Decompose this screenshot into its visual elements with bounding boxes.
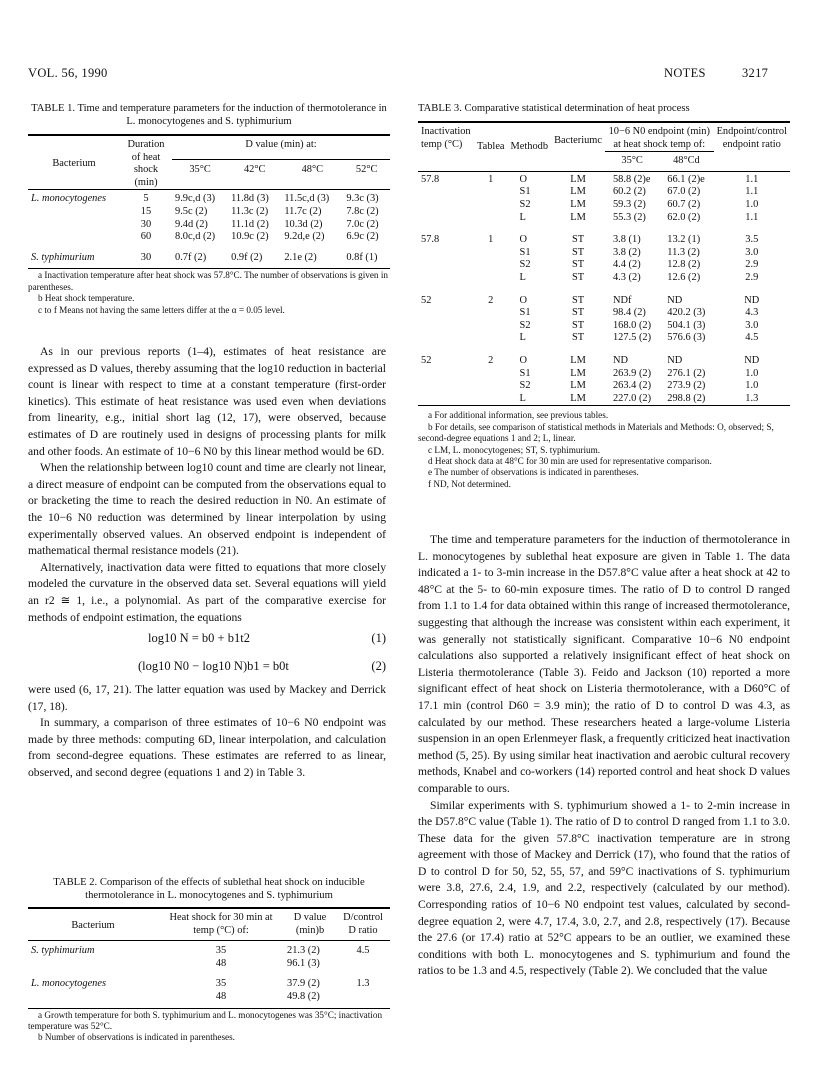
t3-endpoint-48: ND [667, 354, 683, 366]
t3-bacterium: ST [571, 307, 585, 319]
t1-temp-35: 35°C [189, 164, 211, 176]
t3-endpoint-35: 59.3 (2) [612, 198, 646, 210]
t3-bacterium: ST [571, 259, 585, 271]
table2-caption: TABLE 2. Comparison of the effects of sublethal heat shock on inducible thermotolerance in L. monocytogenes and S. typhimurium [53, 877, 365, 901]
t3-endpoint-48: 504.1 (3) [667, 319, 706, 331]
t3-method: S2 [519, 380, 531, 392]
t2-dvalue: 37.9 (2) [287, 978, 320, 990]
t3-endpoint-35: 4.3 (2) [612, 271, 641, 283]
equation-2-body: (log10 N0 − log10 N)b1 = b0t [138, 659, 289, 674]
t1-cell: 2.1e (2) [284, 251, 317, 263]
t1-dur: 5 [143, 193, 149, 205]
t3-col-inact: Inactivation temp (°C) [421, 126, 471, 150]
t3-footnote: a For additional information, see previous tables. [428, 410, 609, 421]
t3-inact-temp: 52 [421, 294, 432, 306]
t3-ratio: 3.0 [745, 319, 759, 331]
t3-table-ref [474, 199, 508, 212]
t1-dur: 30 [140, 218, 152, 230]
t3-inact-temp [418, 272, 474, 285]
t3-table-ref [474, 320, 508, 333]
t3-endpoint-48: 60.7 (2) [667, 198, 701, 210]
t1-cell: 11.5c,d (3) [284, 193, 330, 205]
t3-endpoint-48: 12.8 (2) [667, 259, 701, 271]
t3-col-ratio: Endpoint/control endpoint ratio [716, 126, 787, 150]
t2-col-d: D value (min)b [293, 912, 327, 936]
right-body-text [418, 532, 790, 980]
t3-method: S1 [519, 307, 531, 319]
t3-col-bact: Bacteriumc [554, 135, 602, 146]
t3-ratio: 3.0 [745, 246, 759, 258]
t3-endpoint-48: 11.3 (2) [667, 246, 700, 258]
t1-cell: 9.4d (2) [175, 218, 208, 230]
t3-table-ref [474, 307, 508, 320]
paragraph: Similar experiments with S. typhimurium showed a 1- to 2-min increase in the D57.8°C value (Table 1). The ratio of D to control D ranged from 1.1 to 3.0. These data for the given 57.8°C inactivation temperature are in strong agreement with those of Mackey and Derrick (17), who found that the ratios of D to control D for 50, 52, 55, 57, and 59°C inactivations of S. typhimurium were 3.8, 27.6, 2.4, 1.9, and 2.2, respectively (calculated by our method). Corresponding ratios of 10−6 N0 endpoint test values, calculated by second-degree equation 2, were 4.7, 17.4, 3.0, 2.7, and 2.8, respectively (17). Because the 27.6 (or 17.4) ratio at 52°C appears to be an outlier, we examined these conditions with both L. monocytogenes and S. typhimurium and found the ratios to be 1.3 and 4.5, respectively (Table 2). We concluded that the value [418, 798, 790, 978]
t3-endpoint-48: 67.0 (2) [667, 186, 701, 198]
t3-inact-temp [418, 320, 474, 333]
t3-endpoint-48: 273.9 (2) [667, 380, 706, 392]
t3-ratio: 1.0 [745, 380, 759, 392]
t3-ratio: 3.5 [745, 234, 759, 246]
t3-bacterium: ST [571, 332, 585, 344]
t1-footnotes [28, 270, 390, 316]
t1-cell: 0.8f (1) [346, 251, 378, 263]
table1-grid [28, 134, 390, 269]
t3-footnote: d Heat shock data at 48°C for 30 min are used for representative comparison. [428, 455, 712, 466]
t3-ratio: 2.9 [745, 271, 759, 283]
t3-table-ref [474, 332, 508, 345]
t3-bacterium: LM [570, 186, 586, 198]
t3-endpoint-48: 576.6 (3) [667, 332, 706, 344]
t3-bacterium: ST [571, 271, 585, 283]
t3-endpoint-35: 60.2 (2) [612, 186, 646, 198]
t3-ratio: ND [744, 354, 760, 366]
t1-dur: 30 [140, 251, 152, 263]
t2-temp: 35 [215, 978, 227, 990]
t1-temp-42: 42°C [243, 164, 266, 176]
t3-bacterium: LM [570, 392, 586, 404]
t3-inact-temp: 52 [421, 354, 432, 366]
t2-bact: S. typhimurium [31, 945, 95, 957]
t1-cell: 0.7f (2) [175, 251, 207, 263]
t2-footnote: b Number of observations is indicated in parentheses. [38, 1032, 235, 1043]
t2-ratio: 1.3 [356, 978, 370, 990]
t3-ratio: 1.1 [745, 186, 759, 198]
t3-table-ref [474, 368, 508, 381]
paragraph: were used (6, 17, 21). The latter equation was used by Mackey and Derrick (17, 18). [28, 683, 386, 713]
t1-cell: 7.0c (2) [346, 218, 379, 230]
t1-cell: 11.3c (2) [231, 205, 269, 217]
t3-bacterium: LM [570, 367, 586, 379]
t3-method: L [519, 392, 526, 404]
t1-col-bacterium: Bacterium [52, 157, 96, 169]
t3-endpoint-48: 298.8 (2) [667, 392, 706, 404]
t3-bacterium: LM [570, 173, 586, 185]
t1-cell: 11.8d (3) [231, 193, 269, 205]
table3-caption: TABLE 3. Comparative statistical determination of heat process [418, 103, 690, 114]
t3-table-ref [474, 393, 508, 406]
t3-endpoint-35: 55.3 (2) [612, 211, 646, 223]
table2 [28, 876, 390, 1044]
t3-inact-temp [418, 186, 474, 199]
t3-endpoint-48: 62.0 (2) [667, 211, 701, 223]
t3-method: S1 [519, 186, 531, 198]
t3-footnote: f ND, Not determined. [428, 478, 511, 489]
t3-inact-temp [418, 380, 474, 393]
table1-caption: TABLE 1. Time and temperature parameters for the induction of thermotolerance in L. monocytogenes and S. typhimurium [31, 103, 387, 127]
t1-bact-st: S. typhimurium [31, 251, 95, 263]
t3-method: S2 [519, 319, 531, 331]
t3-col-48: 48°Cd [673, 155, 700, 167]
t3-method: L [519, 271, 526, 283]
t3-method: S1 [519, 367, 531, 379]
t3-inact-temp [418, 307, 474, 320]
t3-bacterium: ST [571, 234, 585, 246]
t1-dur: 15 [140, 205, 152, 217]
paragraph: In summary, a comparison of three estimates of 10−6 N0 endpoint was made by three methods: computing 6D, linear interpolation, and calculation from second-degree equations. These estimates are referred to as linear, observed, and second degree (equations 1 and 2) in Table 3. [28, 716, 386, 780]
t3-endpoint-35: 127.5 (2) [612, 332, 652, 344]
t2-ratio: 4.5 [356, 945, 370, 957]
t3-method: O [519, 294, 528, 306]
t3-ratio: 1.0 [745, 367, 759, 379]
t3-table-ref [474, 186, 508, 199]
t3-bacterium: ST [571, 246, 585, 258]
t1-cell: 11.1d (2) [231, 218, 269, 230]
t1-cell: 0.9f (2) [231, 251, 263, 263]
t3-endpoint-35: 58.8 (2)e [612, 173, 651, 185]
t3-endpoint-35: 263.4 (2) [612, 380, 652, 392]
table1 [28, 102, 390, 316]
t3-endpoint-35: 263.9 (2) [612, 367, 652, 379]
t2-col-shock: Heat shock for 30 min at temp (°C) of: [169, 912, 273, 936]
t2-dvalue: 96.1 (3) [287, 957, 320, 969]
equation-1 [28, 626, 386, 654]
t3-method: O [519, 234, 528, 246]
t3-bacterium: LM [570, 354, 586, 366]
t3-method: O [519, 173, 528, 185]
t3-ratio: 1.1 [745, 211, 759, 223]
t3-inact-temp [418, 332, 474, 345]
t2-temp: 48 [215, 990, 227, 1002]
t1-temp-48: 48°C [301, 164, 324, 176]
t2-bact: L. monocytogenes [31, 978, 107, 990]
t3-footnote: b For details, see comparison of statistical methods in Materials and Methods: O, observed; S, second-degree equations 1 and 2; L, linear. [418, 421, 774, 444]
t3-table-ref [474, 380, 508, 393]
t3-table-ref [474, 212, 508, 225]
t3-endpoint-35: 227.0 (2) [612, 392, 652, 404]
equation-1-number: (1) [371, 631, 386, 646]
t3-table-ref [474, 272, 508, 285]
paragraph: As in our previous reports (1–4), estimates of heat resistance are expressed as D values, thereby assuming that the log10 reduction in bacterial count is linear with respect to time at a constant temperature (first-order kinetics). This estimate of heat resistance was used even when deviations from linearity, e.g., initial short lag (12, 17), were observed, because estimates of D are routinely used in designs of processing plants for milk and other foods. An estimate of 10−6 N0 by this linear method would be 6D. [28, 345, 386, 458]
t3-endpoint-35: NDf [612, 294, 632, 306]
running-head: NOTES [664, 66, 706, 80]
t3-method: O [519, 354, 528, 366]
t3-endpoint-48: 420.2 (3) [667, 307, 706, 319]
t3-table-ref: 1 [488, 234, 494, 246]
t3-inact-temp [418, 393, 474, 406]
t3-method: S1 [519, 246, 531, 258]
equation-2-number: (2) [371, 659, 386, 674]
t3-table-ref [474, 247, 508, 260]
paragraph: Alternatively, inactivation data were fitted to equations that more closely modeled the curvature in the observed data set. Several equations will yield an r2 ≅ 1, i.e., a polynomial. As part of the comparative exercise for methods of endpoint estimation, the equations [28, 560, 386, 624]
t3-table-ref: 2 [488, 354, 494, 366]
t3-endpoint-35: ND [612, 354, 628, 366]
paragraph: When the relationship between log10 count and time are clearly not linear, a direct measure of endpoint can be computed from the observations equal to or bracketing the time to reach the desired reduction in N0. An estimate of the 10−6 N0 reduction was determined by linear interpolation by using experimentally observed values. An observed endpoint is independent of mathematical thermal resistance models (21). [28, 461, 386, 558]
t1-bact-lm: L. monocytogenes [31, 193, 107, 205]
t3-inact-temp [418, 247, 474, 260]
t1-footnote: c to f Means not having the same letters differ at the α = 0.05 level. [38, 304, 285, 315]
t1-col-dvalue: D value (min) at: [172, 135, 390, 160]
t3-inact-temp [418, 212, 474, 225]
t1-footnote: b Heat shock temperature. [38, 293, 135, 304]
t1-cell: 10.9c (2) [231, 231, 269, 243]
t3-table-ref: 1 [488, 173, 494, 185]
t1-cell: 10.3d (2) [284, 218, 323, 230]
t3-endpoint-35: 98.4 (2) [612, 307, 646, 319]
t1-cell: 9.3c (3) [346, 193, 379, 205]
t3-col-35: 35°C [621, 155, 643, 167]
t2-footnotes [28, 1010, 390, 1044]
t3-endpoint-48: 66.1 (2)e [667, 173, 705, 185]
table3 [418, 102, 790, 490]
t3-endpoint-35: 168.0 (2) [612, 319, 652, 331]
t1-footnote: a Inactivation temperature after heat shock was 57.8°C. The number of observations is given in parentheses. [28, 270, 388, 292]
t3-method: S2 [519, 259, 531, 271]
t3-inact-temp [418, 259, 474, 272]
t3-bacterium: ST [571, 294, 585, 306]
t3-endpoint-35: 3.8 (2) [612, 246, 641, 258]
t3-method: L [519, 211, 526, 223]
t2-temp: 35 [215, 945, 227, 957]
t1-col-duration: Duration of heat shock (min) [127, 139, 165, 188]
t3-bacterium: LM [570, 380, 586, 392]
t2-dvalue: 21.3 (2) [287, 945, 320, 957]
t3-ratio: 4.5 [745, 332, 759, 344]
t3-bacterium: LM [570, 211, 586, 223]
t3-inact-temp [418, 368, 474, 381]
t3-footnote: e The number of observations is indicated in parentheses. [428, 467, 639, 478]
t1-cell: 6.9c (2) [346, 231, 379, 243]
t3-inact-temp: 57.8 [421, 173, 440, 185]
t1-cell: 9.2d,e (2) [284, 231, 325, 243]
t2-dvalue: 49.8 (2) [287, 990, 320, 1002]
t3-inact-temp [418, 199, 474, 212]
journal-volume: VOL. 56, 1990 [28, 66, 108, 80]
t2-col-ratio: D/control D ratio [343, 912, 383, 936]
page-number: 3217 [742, 66, 769, 80]
t3-bacterium: ST [571, 319, 585, 331]
t3-endpoint-48: 276.1 (2) [667, 367, 706, 379]
equation-2 [28, 654, 386, 682]
t3-inact-temp: 57.8 [421, 234, 440, 246]
t3-endpoint-48: 12.6 (2) [667, 271, 701, 283]
t2-col-bacterium: Bacterium [71, 920, 115, 932]
t3-footnote: c LM, L. monocytogenes; ST, S. typhimurium. [428, 444, 601, 455]
table2-grid [28, 907, 390, 1009]
t3-ratio: 2.9 [745, 259, 759, 271]
t3-col-method: Methodb [510, 141, 549, 152]
t3-ratio: 1.3 [745, 392, 759, 404]
t3-bacterium: LM [570, 198, 586, 210]
t1-temp-52: 52°C [355, 164, 378, 176]
t2-footnote: a Growth temperature for both S. typhimurium and L. monocytogenes was 35°C; inactivation temperature was 52°C. [28, 1009, 383, 1031]
t1-cell: 7.8c (2) [346, 205, 379, 217]
t3-endpoint-48: 13.2 (1) [667, 234, 701, 246]
t3-endpoint-35: 4.4 (2) [612, 259, 641, 271]
t1-dur: 60 [140, 231, 152, 243]
t1-cell: 9.5c (2) [175, 205, 208, 217]
t3-ratio: ND [744, 294, 760, 306]
t3-ratio: 1.0 [745, 198, 759, 210]
equation-1-body: log10 N = b0 + b1t2 [148, 631, 250, 646]
t3-table-ref: 2 [488, 294, 494, 306]
t3-method: S2 [519, 198, 531, 210]
t3-endpoint-35: 3.8 (1) [612, 234, 641, 246]
t3-method: L [519, 332, 526, 344]
t3-ratio: 4.3 [745, 307, 759, 319]
left-body-text [28, 344, 386, 782]
t1-cell: 9.9c,d (3) [175, 193, 216, 205]
t1-cell: 8.0c,d (2) [175, 231, 216, 243]
t3-ratio: 1.1 [745, 173, 759, 185]
t3-footnotes [418, 410, 790, 490]
paragraph: The time and temperature parameters for the induction of thermotolerance in L. monocytogenes by sublethal heat exposure are given in Table 1. The data indicated a 1- to 3-min increase in the D57.8°C value after a heat shock at 42 to 48°C at the 5- to 60-min exposure times. The ratio of D to control D ranged from 1.1 to 1.4 for data obtained within this range of increased thermotolerance, suggesting that although the increase was consistent within each experiment, it was generally not statistically significant. Comparative 10−6 N0 endpoint calculations also supported a relatively insignificant effect of heat shock on Listeria thermotolerance (Table 3). Feido and Jackson (10) reported a more significant effect of heat shock on Listeria thermotolerance, with a D60°C of 17.1 min (control D60 = 3.9 min); the ratio of D to control D was 4.3, as calculated by our method. These researchers heated a large-volume Listeria suspension in an open Erlenmeyer flask, a frequently criticized heat inactivation method (5, 25). By using similar heat inactivation and aerobic cultural recovery methods, Knabel and co-workers (14) reported control and heat shock D values comparable to ours. [418, 533, 790, 795]
t3-col-table: Tablea [477, 141, 505, 152]
t2-temp: 48 [215, 957, 227, 969]
t3-col-endpoint: 10−6 N0 endpoint (min) at heat shock temp of: [605, 122, 714, 152]
t3-table-ref [474, 259, 508, 272]
t1-cell: 11.7c (2) [284, 205, 322, 217]
table3-grid [418, 121, 790, 409]
t3-endpoint-48: ND [667, 294, 683, 306]
